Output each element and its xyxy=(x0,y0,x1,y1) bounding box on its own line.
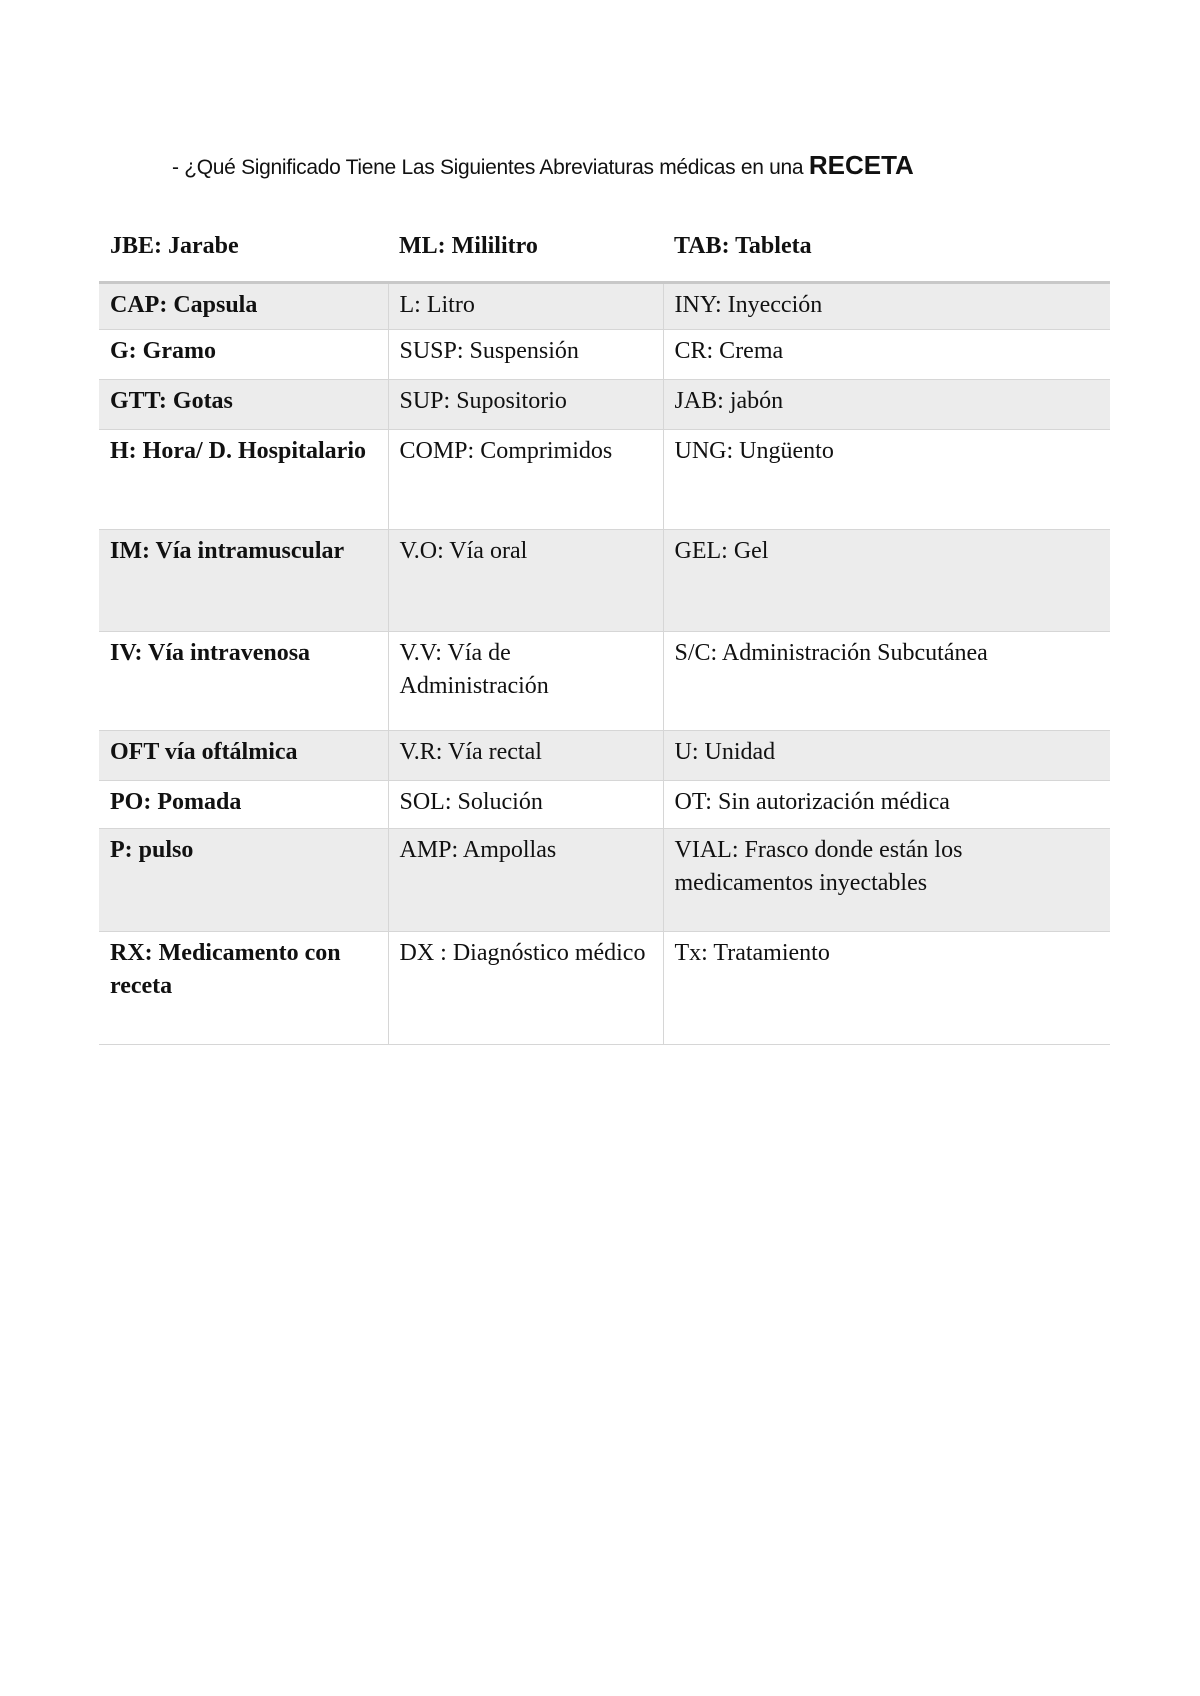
table-header-cell: TAB: Tableta xyxy=(663,228,1110,282)
table-header-cell: JBE: Jarabe xyxy=(99,228,388,282)
title-text: - ¿Qué Significado Tiene Las Siguientes Abreviaturas médicas en una xyxy=(172,156,804,179)
table-cell: SUP: Supositorio xyxy=(388,379,663,429)
table-row xyxy=(99,931,1110,1044)
table-cell: AMP: Ampollas xyxy=(388,828,663,931)
table-row xyxy=(99,429,1110,529)
table-cell: H: Hora/ D. Hospitalario xyxy=(99,429,388,529)
table-cell: COMP: Comprimidos xyxy=(388,429,663,529)
table-cell: PO: Pomada xyxy=(99,780,388,828)
table-cell: DX : Diagnóstico médico xyxy=(388,931,663,1044)
table-row xyxy=(99,780,1110,828)
title-emphasis: RECETA xyxy=(808,150,914,180)
table-cell: RX: Medicamento con receta xyxy=(99,931,388,1044)
table-cell: V.V: Vía de Administración xyxy=(388,631,663,730)
table-cell: GTT: Gotas xyxy=(99,379,388,429)
table-cell: VIAL: Frasco donde están los medicamentos inyectables xyxy=(663,828,1110,931)
table-cell: OT: Sin autorización médica xyxy=(663,780,1110,828)
table-cell: G: Gramo xyxy=(99,329,388,379)
table-cell: Tx: Tratamiento xyxy=(663,931,1110,1044)
table-cell: SUSP: Suspensión xyxy=(388,329,663,379)
table-cell: S/C: Administración Subcutánea xyxy=(663,631,1110,730)
table-cell: IM: Vía intramuscular xyxy=(99,529,388,631)
table-cell: U: Unidad xyxy=(663,730,1110,780)
table-row xyxy=(99,828,1110,931)
table-cell: GEL: Gel xyxy=(663,529,1110,631)
table-cell: UNG: Ungüento xyxy=(663,429,1110,529)
table-header-cell: ML: Mililitro xyxy=(388,228,663,282)
table-row xyxy=(99,529,1110,631)
table-row xyxy=(99,730,1110,780)
table-cell: IV: Vía intravenosa xyxy=(99,631,388,730)
table-cell: SOL: Solución xyxy=(388,780,663,828)
table-row xyxy=(99,329,1110,379)
table-header-row xyxy=(99,228,1110,282)
table-cell: V.O: Vía oral xyxy=(388,529,663,631)
table-row xyxy=(99,282,1110,329)
table-cell: CAP: Capsula xyxy=(99,282,388,329)
abbreviations-table xyxy=(99,228,1110,1045)
table-cell: V.R: Vía rectal xyxy=(388,730,663,780)
table-cell: L: Litro xyxy=(388,282,663,329)
table-row xyxy=(99,379,1110,429)
table-cell: JAB: jabón xyxy=(663,379,1110,429)
table-row xyxy=(99,631,1110,730)
page-title xyxy=(172,150,914,181)
table-cell: CR: Crema xyxy=(663,329,1110,379)
table-cell: INY: Inyección xyxy=(663,282,1110,329)
table-cell: P: pulso xyxy=(99,828,388,931)
table-cell: OFT vía oftálmica xyxy=(99,730,388,780)
